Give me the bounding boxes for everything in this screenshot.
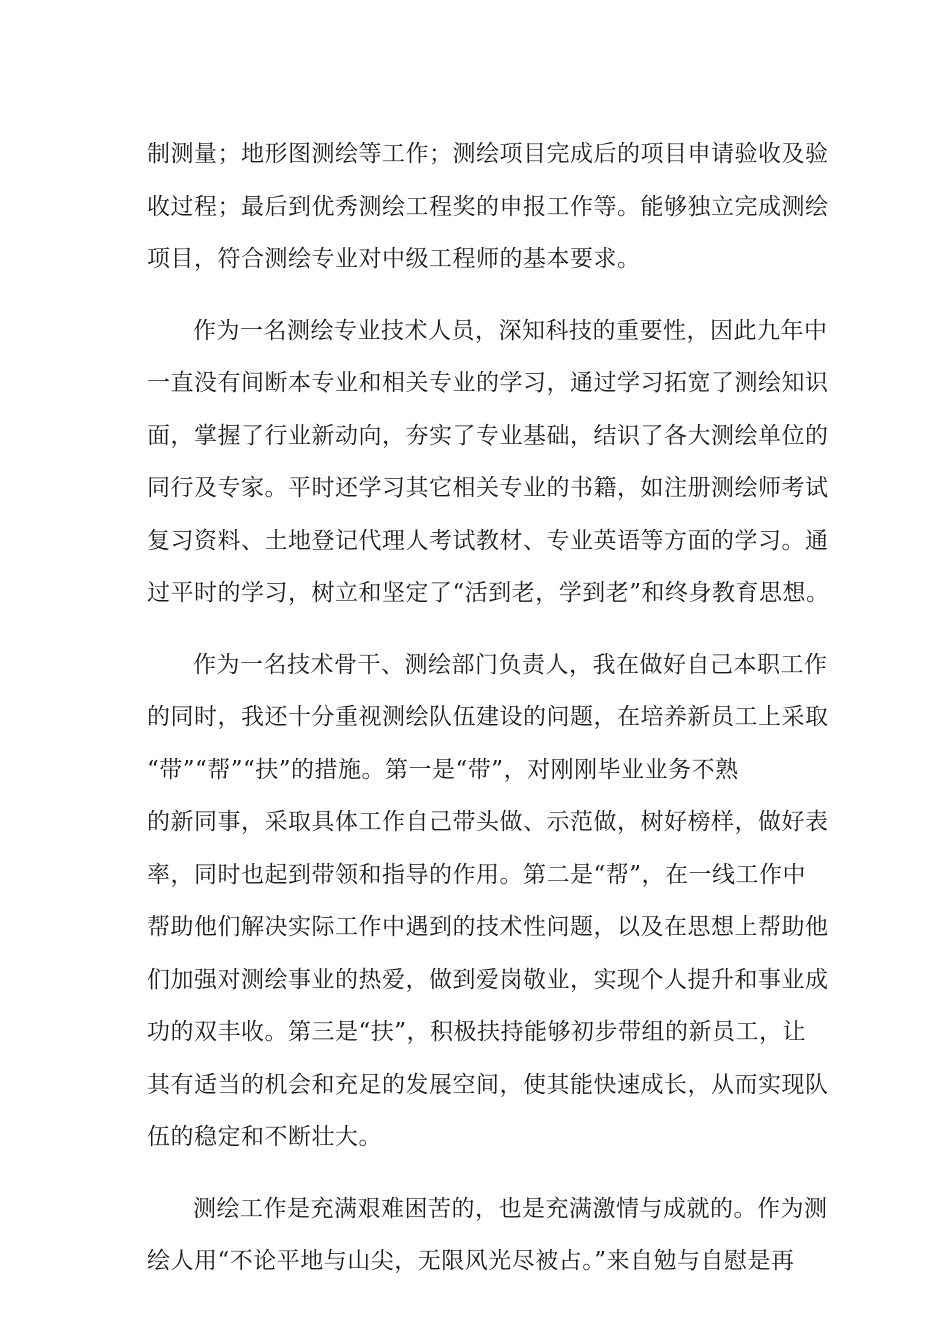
text-line: 收过程；最后到优秀测绘工程奖的申报工作等。能够独立完成测绘 bbox=[147, 193, 829, 220]
text-line: 们加强对测绘事业的热爱，做到爱岗敬业，实现个人提升和事业成 bbox=[147, 966, 829, 993]
paragraph-1 bbox=[147, 128, 829, 286]
paragraph-2 bbox=[147, 305, 830, 620]
text-line: 复习资料、土地登记代理人考试教材、专业英语等方面的学习。通 bbox=[147, 527, 829, 554]
text-line: 伍的稳定和不断壮大。 bbox=[147, 1124, 382, 1150]
text-line: 项目，符合测绘专业对中级工程师的基本要求。 bbox=[147, 246, 641, 272]
text-line: 同行及专家。平时还学习其它相关专业的书籍，如注册测绘师考试 bbox=[147, 475, 829, 501]
text-line: 面，掌握了行业新动向，夯实了专业基础，结识了各大测绘单位的 bbox=[147, 422, 829, 449]
text-line: “带”“帮”“扶”的措施。第一是“带”，对刚刚毕业业务不熟 bbox=[147, 756, 739, 783]
text-line: 测绘工作是充满艰难困苦的，也是充满激情与成就的。作为测 bbox=[193, 1195, 828, 1222]
text-line: 的新同事，采取具体工作自己带头做、示范做，树好榜样，做好表 bbox=[147, 809, 829, 835]
paragraph-4 bbox=[147, 1183, 828, 1288]
text-line: 率，同时也起到带领和指导的作用。第二是“帮”，在一线工作中 bbox=[147, 861, 807, 888]
text-line: 作为一名技术骨干、测绘部门负责人，我在做好自己本职工作 bbox=[193, 651, 828, 678]
text-line: 作为一名测绘专业技术人员，深知科技的重要性，因此九年中 bbox=[193, 317, 828, 344]
paragraph-3 bbox=[147, 639, 829, 1164]
text-line: 的同时，我还十分重视测绘队伍建设的问题，在培养新员工上采取 bbox=[147, 704, 829, 730]
text-line: 其有适当的机会和充足的发展空间，使其能快速成长，从而实现队 bbox=[147, 1071, 829, 1098]
text-line: 绘人用“不论平地与山尖，无限风光尽被占。”来自勉与自慰是再 bbox=[147, 1248, 795, 1274]
text-line: 帮助他们解决实际工作中遇到的技术性问题，以及在思想上帮助他 bbox=[147, 914, 829, 940]
text-line: 一直没有间断本专业和相关专业的学习，通过学习拓宽了测绘知识 bbox=[147, 370, 829, 396]
document-body bbox=[147, 128, 830, 1307]
text-line: 功的双丰收。第三是“扶”，积极扶持能够初步带组的新员工，让 bbox=[147, 1019, 807, 1045]
text-line: 过平时的学习，树立和坚定了“活到老，学到老”和终身教育思想。 bbox=[147, 580, 830, 606]
text-line: 制测量；地形图测绘等工作；测绘项目完成后的项目申请验收及验 bbox=[147, 141, 829, 167]
